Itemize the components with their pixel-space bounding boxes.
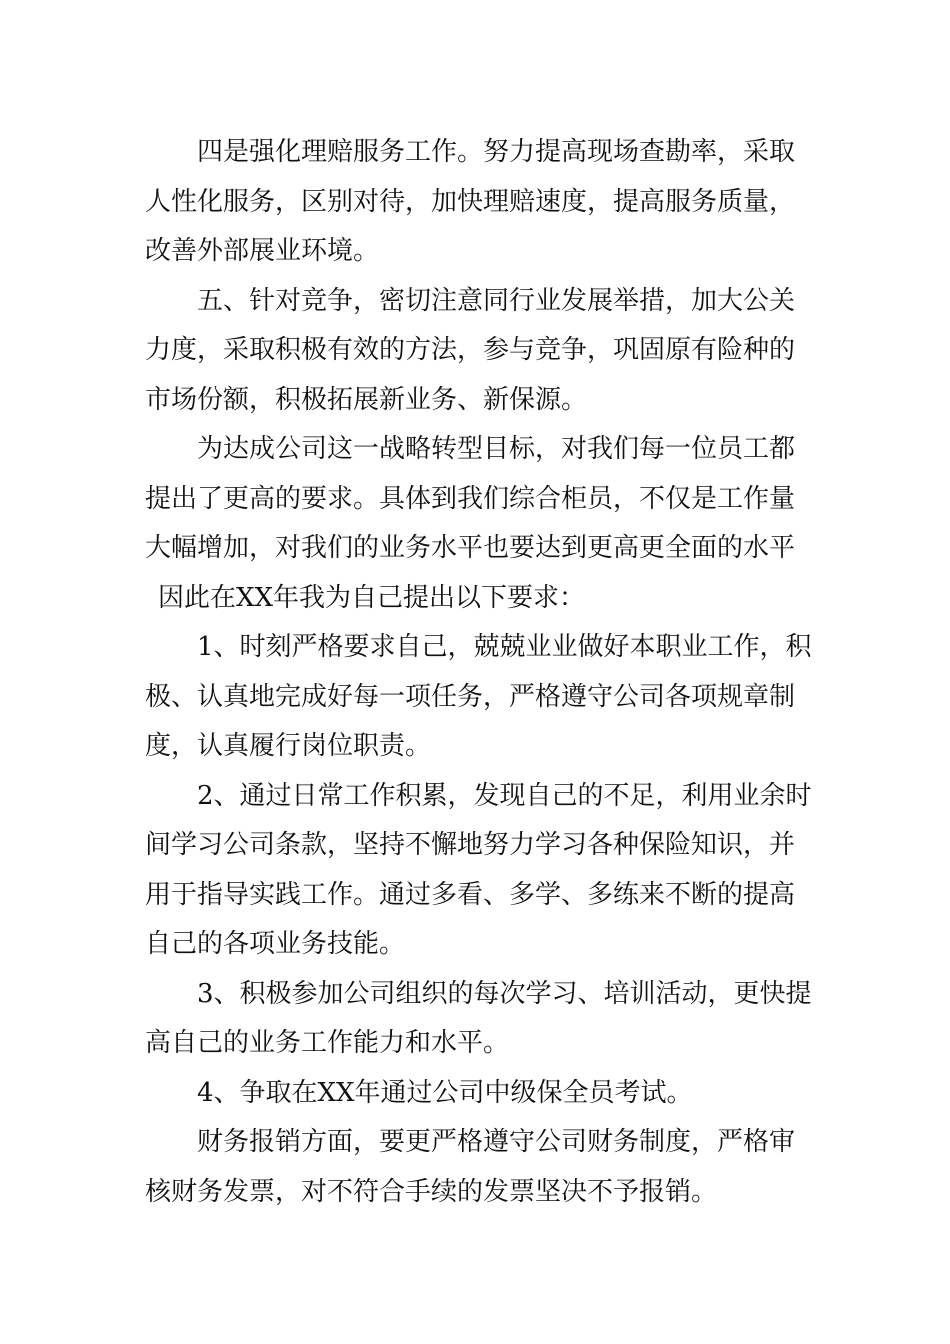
paragraph-line: 人性化服务，区别对待，加快理赔速度，提高服务质量， (145, 186, 796, 217)
paragraph-line: 核财务发票，对不符合手续的发票坚决不予报销。 (145, 1176, 718, 1207)
paragraph-finance (145, 1118, 810, 1217)
paragraph-line: 1、时刻严格要求自己，兢兢业业做好本职业工作，积 (197, 632, 812, 662)
paragraph-line: 五、针对竞争，密切注意同行业发展举措，加大公关 (197, 285, 796, 316)
paragraph-competition (145, 277, 810, 426)
paragraph-line: 因此在XX年我为自己提出以下要求： (158, 582, 586, 613)
paragraph-line: 用于指导实践工作。通过多看、多学、多练来不断的提高 (145, 879, 796, 910)
paragraph-line: 2、通过日常工作积累，发现自己的不足，利用业余时 (197, 780, 812, 811)
paragraph-line: 为达成公司这一战略转型目标，对我们每一位员工都 (197, 434, 796, 464)
paragraph-line: 改善外部展业环境。 (145, 236, 380, 266)
paragraph-requirement-3 (145, 970, 810, 1069)
paragraph-line: 高自己的业务工作能力和水平。 (145, 1028, 510, 1058)
paragraph-claims-service (145, 128, 810, 277)
paragraph-line: 3、积极参加公司组织的每次学习、培训活动，更快提 (197, 978, 812, 1009)
paragraph-requirement-4 (145, 1069, 810, 1119)
paragraph-line: 自己的各项业务技能。 (145, 929, 406, 959)
paragraph-line: 市场份额，积极拓展新业务、新保源。 (145, 384, 588, 415)
paragraph-line: 度，认真履行岗位职责。 (145, 731, 432, 761)
paragraph-line: 力度，采取积极有效的方法，参与竞争，巩固原有险种的 (145, 335, 796, 365)
document-body (145, 128, 810, 1217)
paragraph-line: 大幅增加，对我们的业务水平也要达到更高更全面的水平 (145, 533, 796, 563)
paragraph-line: 极、认真地完成好每一项任务，严格遵守公司各项规章制 (145, 681, 796, 712)
paragraph-line: 财务报销方面，要更严格遵守公司财务制度，严格审 (197, 1127, 796, 1157)
paragraph-line: 四是强化理赔服务工作。努力提高现场查勘率，采取 (197, 137, 796, 167)
paragraph-requirement-2 (145, 772, 810, 970)
paragraph-line: 间学习公司条款，坚持不懈地努力学习各种保险知识，并 (145, 830, 796, 860)
paragraph-line: 4、争取在XX年通过公司中级保全员考试。 (197, 1077, 693, 1108)
paragraph-strategy-goal (145, 425, 810, 623)
paragraph-line: 提出了更高的要求。具体到我们综合柜员，不仅是工作量 (145, 483, 796, 514)
paragraph-requirement-1 (145, 623, 810, 772)
